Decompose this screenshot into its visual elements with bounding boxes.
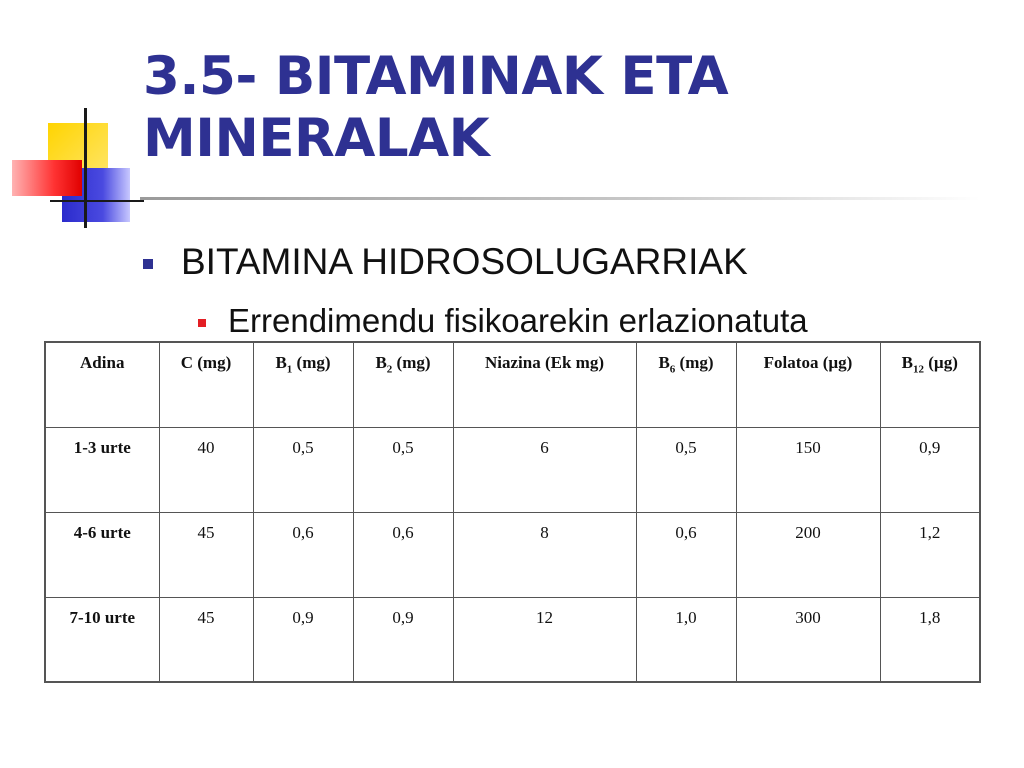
bullet-level-2 — [198, 300, 808, 342]
square-bullet-icon — [143, 259, 153, 269]
header-unit: (mg) — [675, 353, 714, 372]
cell-value: 6 — [453, 427, 636, 512]
square-bullet-icon — [198, 319, 206, 327]
header-cell-b1 — [253, 342, 353, 427]
header-text: Adina — [80, 353, 125, 372]
bullet-level-1 — [143, 238, 748, 286]
table-header-row — [45, 342, 980, 427]
header-text: B — [375, 353, 387, 372]
cell-age: 1-3 urte — [45, 427, 159, 512]
header-cell-c — [159, 342, 253, 427]
header-cell-niacin — [453, 342, 636, 427]
header-cell-age — [45, 342, 159, 427]
decor-red-bar — [12, 160, 82, 196]
vitamin-table — [44, 341, 981, 683]
cell-value: 0,9 — [880, 427, 980, 512]
header-cell-b12 — [880, 342, 980, 427]
cell-age: 7-10 urte — [45, 597, 159, 682]
header-unit: (µg) — [923, 353, 958, 372]
table-row — [45, 512, 980, 597]
bullet-level-2-text: Errendimendu fisikoarekin erlazionatuta — [228, 302, 808, 339]
header-subscript: 2 — [386, 363, 393, 376]
cell-value: 0,5 — [636, 427, 736, 512]
cell-value: 0,9 — [353, 597, 453, 682]
header-text: Niazina (Ek mg) — [485, 353, 604, 372]
header-text: B — [658, 353, 670, 372]
bullet-level-1-text: BITAMINA HIDROSOLUGARRIAK — [181, 241, 748, 282]
cell-value: 1,0 — [636, 597, 736, 682]
cell-value: 0,6 — [253, 512, 353, 597]
cell-value: 200 — [736, 512, 880, 597]
header-subscript: 6 — [669, 363, 676, 376]
cell-value: 45 — [159, 597, 253, 682]
decor-horizontal-line — [50, 200, 144, 202]
cell-value: 40 — [159, 427, 253, 512]
slide-title — [143, 46, 728, 170]
cell-value: 45 — [159, 512, 253, 597]
cell-value: 300 — [736, 597, 880, 682]
header-cell-folate — [736, 342, 880, 427]
cell-value: 0,6 — [353, 512, 453, 597]
title-underline-rule — [140, 197, 980, 200]
cell-value: 1,8 — [880, 597, 980, 682]
header-cell-b2 — [353, 342, 453, 427]
header-text: B — [901, 353, 913, 372]
header-unit: (mg) — [292, 353, 331, 372]
cell-age: 4-6 urte — [45, 512, 159, 597]
header-text: C (mg) — [180, 353, 232, 372]
decor-vertical-line — [84, 108, 87, 228]
header-subscript: 12 — [912, 363, 924, 376]
vitamin-table-container — [44, 341, 981, 683]
header-text: Folatoa (µg) — [763, 353, 853, 372]
header-subscript: 1 — [286, 363, 293, 376]
cell-value: 0,9 — [253, 597, 353, 682]
cell-value: 12 — [453, 597, 636, 682]
cell-value: 0,5 — [253, 427, 353, 512]
cell-value: 8 — [453, 512, 636, 597]
slide-title-line-1: 3.5- BITAMINAK ETA — [143, 46, 729, 107]
table-row — [45, 427, 980, 512]
header-cell-b6 — [636, 342, 736, 427]
slide-title-line-2: MINERALAK — [143, 108, 490, 169]
cell-value: 150 — [736, 427, 880, 512]
cell-value: 1,2 — [880, 512, 980, 597]
header-unit: (mg) — [392, 353, 431, 372]
header-text: B — [275, 353, 287, 372]
table-row — [45, 597, 980, 682]
cell-value: 0,6 — [636, 512, 736, 597]
cell-value: 0,5 — [353, 427, 453, 512]
